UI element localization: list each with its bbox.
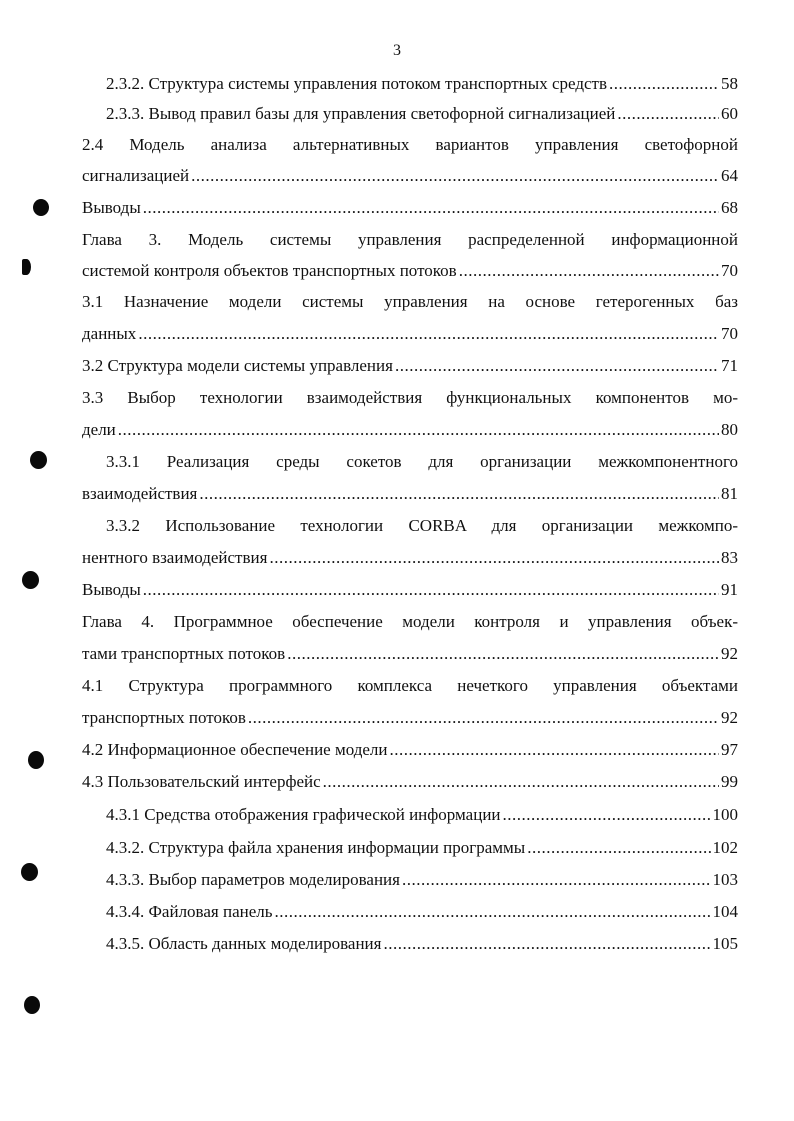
toc-entry-page: 103 [712,870,738,889]
leader-dots [248,706,719,730]
toc-entry-title: транспортных потоков [82,708,246,727]
punch-hole-mark [22,259,31,275]
punch-hole-mark [21,863,38,881]
leader-dots [118,418,719,442]
toc-entry-page: 64 [721,166,738,185]
toc-entry-title: 4.3 Пользовательский интерфейс [82,772,321,791]
toc-entry-page: 92 [721,644,738,663]
leader-dots [199,482,719,506]
toc-entry-title: взаимодействия [82,484,198,503]
toc-entry-title: 4.3.4. Файловая панель [106,902,273,921]
leader-dots [527,836,710,860]
leader-dots [138,322,719,346]
toc-entry-title: системой контроля объектов транспортных потоков [82,261,457,280]
punch-hole-mark [28,751,44,769]
toc-entry-title: тами транспортных потоков [82,644,286,663]
toc-entry-line1: Глава 4. Программное обеспечение модели контроля и управления объек- [82,612,738,631]
toc-entry [82,578,738,602]
toc-entry-title: 2.3.3. Вывод правил базы для управления светофорной сигнализацией [106,104,616,123]
leader-dots [402,868,711,892]
toc-entry-title: сигнализацией [82,166,190,185]
toc-entry-page: 70 [721,324,738,343]
toc-entry-line1: 3.1 Назначение модели системы управления на основе гетерогенных баз [82,292,738,311]
punch-hole-mark [30,451,47,469]
leader-dots [275,900,711,924]
toc-entry-page: 68 [721,198,738,217]
toc-entry [82,164,738,188]
toc-entry-title: нентного взаимодействия [82,548,268,567]
toc-entry [106,836,738,860]
toc-entry-page: 97 [721,740,738,759]
leader-dots [287,642,719,666]
leader-dots [191,164,719,188]
toc-entry-line1: 4.1 Структура программного комплекса нечеткого управления объектами [82,676,738,695]
leader-dots [323,770,719,794]
toc-entry-page: 71 [721,356,738,375]
toc-entry-title: дели [82,420,116,439]
leader-dots [143,196,719,220]
toc-entry-line1: 3.3.1 Реализация среды сокетов для организации межкомпонентного [106,452,738,471]
leader-dots [143,578,719,602]
toc-entry [82,738,738,762]
toc-entry-title: 4.3.5. Область данных моделирования [106,934,382,953]
toc-entry-page: 81 [721,484,738,503]
toc-entry-title: Выводы [82,580,141,599]
toc-entry-page: 70 [721,261,738,280]
toc-entry [82,770,738,794]
punch-hole-mark [22,571,39,589]
toc-entry-title: данных [82,324,137,343]
toc-entry-page: 60 [721,104,738,123]
toc-entry-line1: 3.3 Выбор технологии взаимодействия функциональных компонентов мо- [82,388,738,407]
toc-entry-page: 105 [712,934,738,953]
punch-hole-mark [33,199,49,216]
punch-hole-mark [24,996,40,1014]
toc-entry [106,72,738,96]
toc-entry [82,354,738,378]
toc-entry [106,868,738,892]
toc-entry [106,803,738,827]
toc-entry-title: 4.3.2. Структура файла хранения информации программы [106,838,526,857]
toc-entry-page: 99 [721,772,738,791]
leader-dots [459,259,719,283]
leader-dots [269,546,719,570]
toc-entry-title: 4.3.3. Выбор параметров моделирования [106,870,400,889]
toc-entry-title: 2.3.2. Структура системы управления потоком транспортных средств [106,74,607,93]
toc-entry [106,102,738,126]
toc-entry-page: 58 [721,74,738,93]
leader-dots [503,803,711,827]
leader-dots [609,72,719,96]
page-number: 3 [393,42,401,59]
toc-entry-page: 102 [712,838,738,857]
toc-entry [82,418,738,442]
leader-dots [395,354,719,378]
toc-entry-title: 4.3.1 Средства отображения графической информации [106,805,501,824]
toc-entry [82,322,738,346]
leader-dots [390,738,719,762]
toc-entry-page: 91 [721,580,738,599]
toc-entry-line1: Глава 3. Модель системы управления распределенной информационной [82,230,738,249]
toc-entry-title: Выводы [82,198,141,217]
toc-entry [82,259,738,283]
toc-entry-line1: 3.3.2 Использование технологии CORBA для организации межкомпо- [106,516,738,535]
toc-entry-page: 100 [712,805,738,824]
toc-entry-page: 80 [721,420,738,439]
toc-entry [82,642,738,666]
toc-entry [82,706,738,730]
leader-dots [383,932,710,956]
leader-dots [617,102,719,126]
toc-entry [82,196,738,220]
toc-entry [106,900,738,924]
toc-entry-page: 104 [712,902,738,921]
toc-entry [106,932,738,956]
toc-entry-page: 92 [721,708,738,727]
toc-entry-page: 83 [721,548,738,567]
toc-entry-title: 4.2 Информационное обеспечение модели [82,740,388,759]
toc-entry [82,482,738,506]
toc-entry-line1: 2.4 Модель анализа альтернативных вариантов управления светофорной [82,135,738,154]
toc-entry-title: 3.2 Структура модели системы управления [82,356,393,375]
toc-entry [82,546,738,570]
